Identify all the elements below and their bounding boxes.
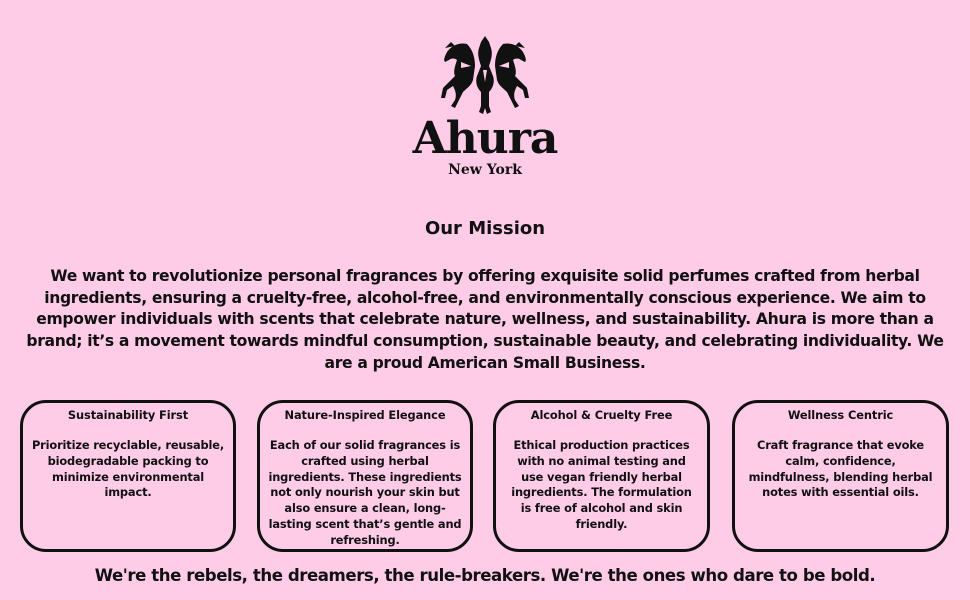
pillar-title: Sustainability First [67,408,189,422]
pillar-title: Alcohol & Cruelty Free [530,408,673,422]
brand-subtitle: New York [448,162,522,178]
pillar-title: Nature-Inspired Elegance [284,408,446,422]
pillar-body: Craft fragrance that evoke calm, confidence, mindfulness, blending herbal notes with essential oils. [748,438,933,500]
three-horses-emblem-icon [437,36,533,116]
mission-title: Our Mission [424,218,546,239]
pillar-card-alcohol-cruelty-free [493,400,710,552]
brand-logo [405,36,565,184]
pillar-card-wellness [732,400,949,552]
tagline: We're the rebels, the dreamers, the rule-breakers. We're the ones who dare to be bold. [94,566,876,585]
mission-text: We want to revolutionize personal fragrances by offering exquisite solid perfumes crafted from herbal ingredients, ensuring a cruelty-free, alcohol-free, and environmentally conscious experience. We aim to empower individuals with scents that celebrate nature, wellness, and sustainability. Ahura is more than a brand; it’s a movement towards mindful consumption, sustainable beauty, and celebrating individuality. We are a proud American Small Business. [26,267,944,372]
pillar-body: Each of our solid fragrances is crafted using herbal ingredients. These ingredients not only nourish your skin but also ensure a clean, long-lasting scent that’s gentle and refreshing. [268,438,462,547]
pillar-title: Wellness Centric [787,408,894,422]
brand-name: Ahura [412,113,558,164]
pillar-body: Prioritize recyclable, reusable, biodegradable packing to minimize environmental impact. [31,438,225,500]
pillar-card-nature [257,400,473,552]
pillar-card-sustainability [20,400,236,552]
pillar-body: Ethical production practices with no animal testing and use vegan friendly herbal ingredients. The formulation is free of alcohol and skin friendly. [511,438,692,531]
